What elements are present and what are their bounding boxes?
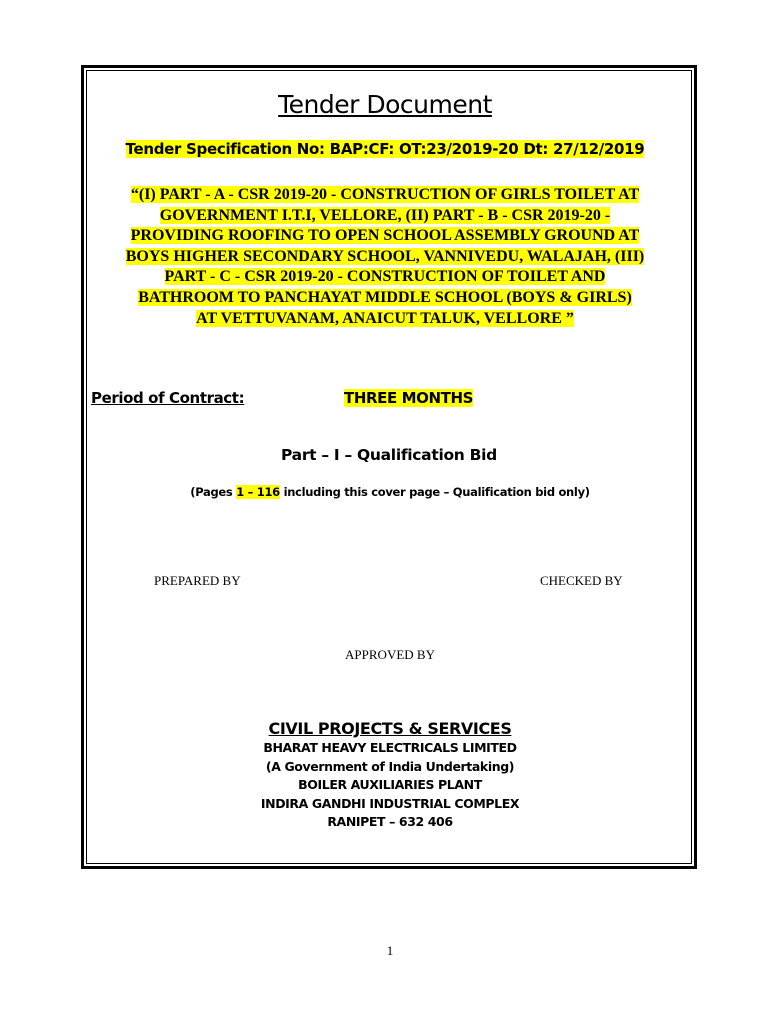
document-title: Tender Document <box>278 90 492 119</box>
pages-note-suffix: including this cover page – Qualification bid only) <box>279 485 590 499</box>
pages-range: 1 – 116 <box>236 485 280 499</box>
description-line: PROVIDING ROOFING TO OPEN SCHOOL ASSEMBLY GROUND AT <box>130 227 640 245</box>
part-heading: Part – I – Qualification Bid <box>281 446 497 464</box>
prepared-by-label: PREPARED BY <box>154 573 241 588</box>
description-line: GOVERNMENT I.T.I, VELLORE, (II) PART - B - CSR 2019-20 - <box>159 206 611 224</box>
period-of-contract-value <box>344 389 473 407</box>
description-line: BATHROOM TO PANCHAYAT MIDDLE SCHOOL (BOYS & GIRLS) <box>138 288 632 306</box>
government-note: (A Government of India Undertaking) <box>265 759 515 774</box>
tender-spec-number <box>0 140 770 158</box>
tender-spec-text: Tender Specification No: BAP:CF: OT:23/2019-20 Dt: 27/12/2019 <box>125 140 645 158</box>
approved-by-label: APPROVED BY <box>345 647 435 662</box>
description-line: PART - C - CSR 2019-20 - CONSTRUCTION OF TOILET AND <box>164 268 606 286</box>
department-name: CIVIL PROJECTS & SERVICES <box>268 719 512 738</box>
complex-name: INDIRA GANDHI INDUSTRIAL COMPLEX <box>260 796 520 811</box>
description-line: “(I) PART - A - CSR 2019-20 - CONSTRUCTION OF GIRLS TOILET AT <box>130 186 640 203</box>
plant-name: BOILER AUXILIARIES PLANT <box>298 777 482 792</box>
company-name: BHARAT HEAVY ELECTRICALS LIMITED <box>263 740 517 755</box>
tender-description <box>88 185 682 329</box>
description-line: BOYS HIGHER SECONDARY SCHOOL, VANNIVEDU, WALAJAH, (III) <box>125 247 645 265</box>
period-value-text: THREE MONTHS <box>344 389 474 407</box>
period-of-contract-label: Period of Contract: <box>91 389 245 407</box>
checked-by-label: CHECKED BY <box>540 573 623 588</box>
description-line: AT VETTUVANAM, ANAICUT TALUK, VELLORE ” <box>196 309 574 327</box>
location: RANIPET – 632 406 <box>327 814 453 829</box>
pages-note <box>0 485 770 499</box>
pages-note-prefix: (Pages <box>190 485 237 499</box>
page-number: 1 <box>386 943 394 958</box>
